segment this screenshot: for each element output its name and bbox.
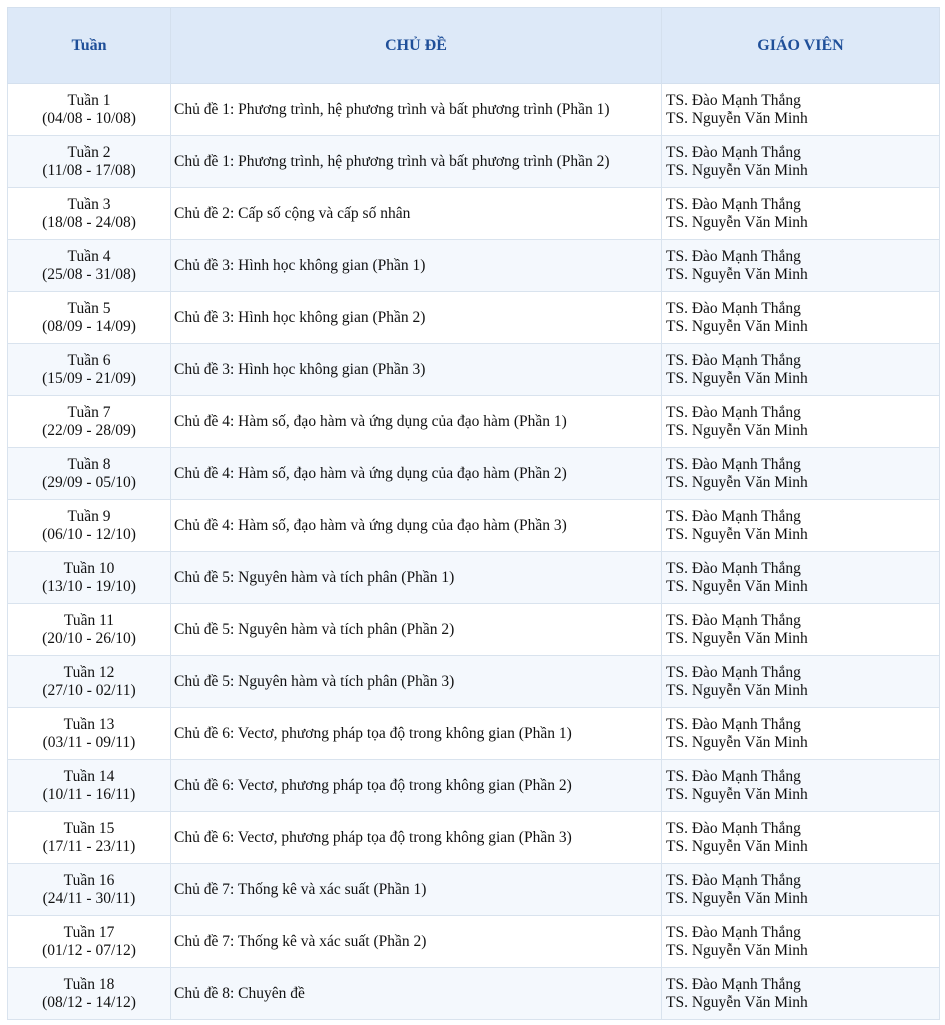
week-cell (8, 968, 171, 1020)
topic-cell (171, 760, 662, 812)
topic-text: Chủ đề 4: Hàm số, đạo hàm và ứng dụng của đạo hàm (Phần 2) (174, 464, 567, 482)
topic-cell (171, 604, 662, 656)
teacher-cell (662, 500, 940, 552)
week-dates: (08/09 - 14/09) (42, 317, 136, 335)
table-row (8, 84, 940, 136)
week-cell (8, 604, 171, 656)
table-row (8, 292, 940, 344)
teacher-name-1: TS. Đào Mạnh Thắng (666, 455, 801, 473)
teacher-name-2: TS. Nguyễn Văn Minh (666, 317, 808, 335)
teacher-cell (662, 656, 940, 708)
week-cell (8, 552, 171, 604)
week-dates: (13/10 - 19/10) (42, 577, 136, 595)
teacher-name-1: TS. Đào Mạnh Thắng (666, 195, 801, 213)
header-week: Tuần (8, 8, 171, 84)
week-cell (8, 708, 171, 760)
week-label: Tuần 8 (67, 455, 111, 473)
topic-cell (171, 448, 662, 500)
week-dates: (15/09 - 21/09) (42, 369, 136, 387)
topic-cell (171, 84, 662, 136)
week-label: Tuần 10 (63, 559, 115, 577)
teacher-name-2: TS. Nguyễn Văn Minh (666, 629, 808, 647)
week-dates: (29/09 - 05/10) (42, 473, 136, 491)
table-body (8, 84, 940, 1020)
week-dates: (11/08 - 17/08) (42, 161, 136, 179)
teacher-name-2: TS. Nguyễn Văn Minh (666, 681, 808, 699)
teacher-cell (662, 604, 940, 656)
week-cell (8, 448, 171, 500)
teacher-cell (662, 916, 940, 968)
table-row (8, 812, 940, 864)
teacher-cell (662, 292, 940, 344)
schedule-container (7, 7, 939, 1020)
topic-text: Chủ đề 5: Nguyên hàm và tích phân (Phần 2) (174, 620, 455, 638)
topic-text: Chủ đề 2: Cấp số cộng và cấp số nhân (174, 204, 411, 222)
teacher-name-2: TS. Nguyễn Văn Minh (666, 837, 808, 855)
teacher-name-1: TS. Đào Mạnh Thắng (666, 611, 801, 629)
week-dates: (17/11 - 23/11) (42, 837, 136, 855)
teacher-name-2: TS. Nguyễn Văn Minh (666, 889, 808, 907)
week-dates: (10/11 - 16/11) (42, 785, 136, 803)
teacher-cell (662, 552, 940, 604)
topic-text: Chủ đề 7: Thống kê và xác suất (Phần 1) (174, 880, 427, 898)
week-cell (8, 240, 171, 292)
teacher-cell (662, 240, 940, 292)
week-cell (8, 84, 171, 136)
week-label: Tuần 18 (63, 975, 115, 993)
topic-cell (171, 656, 662, 708)
topic-cell (171, 240, 662, 292)
header-teacher: GIÁO VIÊN (662, 8, 940, 84)
topic-cell (171, 916, 662, 968)
week-dates: (27/10 - 02/11) (42, 681, 136, 699)
week-cell (8, 188, 171, 240)
schedule-table (7, 7, 940, 1020)
table-row (8, 552, 940, 604)
week-label: Tuần 4 (67, 247, 111, 265)
week-dates: (01/12 - 07/12) (42, 941, 136, 959)
week-label: Tuần 9 (67, 507, 111, 525)
teacher-name-1: TS. Đào Mạnh Thắng (666, 403, 801, 421)
topic-text: Chủ đề 6: Vectơ, phương pháp tọa độ trong không gian (Phần 1) (174, 724, 572, 742)
table-row (8, 500, 940, 552)
table-row (8, 916, 940, 968)
table-row (8, 136, 940, 188)
week-cell (8, 136, 171, 188)
week-dates: (04/08 - 10/08) (42, 109, 136, 127)
teacher-name-1: TS. Đào Mạnh Thắng (666, 559, 801, 577)
teacher-cell (662, 344, 940, 396)
week-cell (8, 344, 171, 396)
teacher-cell (662, 708, 940, 760)
teacher-name-1: TS. Đào Mạnh Thắng (666, 351, 801, 369)
teacher-cell (662, 864, 940, 916)
table-row (8, 240, 940, 292)
week-cell (8, 656, 171, 708)
week-dates: (03/11 - 09/11) (42, 733, 136, 751)
table-header (8, 8, 940, 84)
topic-cell (171, 812, 662, 864)
topic-text: Chủ đề 3: Hình học không gian (Phần 2) (174, 308, 426, 326)
teacher-cell (662, 760, 940, 812)
topic-text: Chủ đề 5: Nguyên hàm và tích phân (Phần 1) (174, 568, 455, 586)
topic-text: Chủ đề 6: Vectơ, phương pháp tọa độ trong không gian (Phần 2) (174, 776, 572, 794)
week-cell (8, 916, 171, 968)
header-topic: CHỦ ĐỀ (171, 8, 662, 84)
week-cell (8, 760, 171, 812)
teacher-name-1: TS. Đào Mạnh Thắng (666, 299, 801, 317)
topic-cell (171, 136, 662, 188)
topic-cell (171, 344, 662, 396)
topic-text: Chủ đề 3: Hình học không gian (Phần 3) (174, 360, 426, 378)
week-dates: (20/10 - 26/10) (42, 629, 136, 647)
table-row (8, 760, 940, 812)
teacher-name-2: TS. Nguyễn Văn Minh (666, 421, 808, 439)
teacher-cell (662, 136, 940, 188)
week-label: Tuần 3 (67, 195, 111, 213)
week-dates: (06/10 - 12/10) (42, 525, 136, 543)
week-label: Tuần 14 (63, 767, 115, 785)
topic-cell (171, 552, 662, 604)
teacher-name-2: TS. Nguyễn Văn Minh (666, 941, 808, 959)
table-row (8, 968, 940, 1020)
teacher-name-1: TS. Đào Mạnh Thắng (666, 767, 801, 785)
week-cell (8, 396, 171, 448)
teacher-name-2: TS. Nguyễn Văn Minh (666, 785, 808, 803)
topic-text: Chủ đề 1: Phương trình, hệ phương trình và bất phương trình (Phần 1) (174, 100, 610, 118)
teacher-name-1: TS. Đào Mạnh Thắng (666, 975, 801, 993)
week-label: Tuần 2 (67, 143, 111, 161)
teacher-name-1: TS. Đào Mạnh Thắng (666, 819, 801, 837)
teacher-name-2: TS. Nguyễn Văn Minh (666, 577, 808, 595)
teacher-cell (662, 968, 940, 1020)
table-row (8, 188, 940, 240)
table-row (8, 604, 940, 656)
topic-cell (171, 292, 662, 344)
topic-text: Chủ đề 3: Hình học không gian (Phần 1) (174, 256, 426, 274)
week-label: Tuần 15 (63, 819, 115, 837)
teacher-name-2: TS. Nguyễn Văn Minh (666, 213, 808, 231)
table-row (8, 396, 940, 448)
topic-cell (171, 864, 662, 916)
topic-cell (171, 188, 662, 240)
teacher-name-2: TS. Nguyễn Văn Minh (666, 733, 808, 751)
topic-text: Chủ đề 4: Hàm số, đạo hàm và ứng dụng của đạo hàm (Phần 3) (174, 516, 567, 534)
topic-cell (171, 968, 662, 1020)
topic-cell (171, 708, 662, 760)
table-row (8, 448, 940, 500)
week-label: Tuần 7 (67, 403, 111, 421)
teacher-cell (662, 812, 940, 864)
week-cell (8, 812, 171, 864)
topic-text: Chủ đề 4: Hàm số, đạo hàm và ứng dụng của đạo hàm (Phần 1) (174, 412, 567, 430)
teacher-cell (662, 84, 940, 136)
topic-text: Chủ đề 6: Vectơ, phương pháp tọa độ trong không gian (Phần 3) (174, 828, 572, 846)
week-cell (8, 864, 171, 916)
teacher-name-1: TS. Đào Mạnh Thắng (666, 143, 801, 161)
teacher-name-2: TS. Nguyễn Văn Minh (666, 369, 808, 387)
week-label: Tuần 17 (63, 923, 115, 941)
week-label: Tuần 13 (63, 715, 115, 733)
week-dates: (22/09 - 28/09) (42, 421, 136, 439)
teacher-name-1: TS. Đào Mạnh Thắng (666, 663, 801, 681)
week-dates: (18/08 - 24/08) (42, 213, 136, 231)
teacher-name-2: TS. Nguyễn Văn Minh (666, 993, 808, 1011)
week-label: Tuần 11 (63, 611, 115, 629)
table-row (8, 344, 940, 396)
teacher-name-2: TS. Nguyễn Văn Minh (666, 525, 808, 543)
week-cell (8, 292, 171, 344)
week-dates: (25/08 - 31/08) (42, 265, 136, 283)
topic-cell (171, 500, 662, 552)
week-label: Tuần 1 (67, 91, 111, 109)
week-label: Tuần 16 (63, 871, 115, 889)
table-row (8, 708, 940, 760)
teacher-name-2: TS. Nguyễn Văn Minh (666, 473, 808, 491)
teacher-name-1: TS. Đào Mạnh Thắng (666, 871, 801, 889)
table-row (8, 864, 940, 916)
teacher-cell (662, 396, 940, 448)
week-dates: (24/11 - 30/11) (42, 889, 136, 907)
topic-text: Chủ đề 7: Thống kê và xác suất (Phần 2) (174, 932, 427, 950)
teacher-name-2: TS. Nguyễn Văn Minh (666, 109, 808, 127)
teacher-cell (662, 188, 940, 240)
teacher-cell (662, 448, 940, 500)
teacher-name-2: TS. Nguyễn Văn Minh (666, 265, 808, 283)
topic-text: Chủ đề 5: Nguyên hàm và tích phân (Phần 3) (174, 672, 455, 690)
week-label: Tuần 6 (67, 351, 111, 369)
topic-text: Chủ đề 1: Phương trình, hệ phương trình và bất phương trình (Phần 2) (174, 152, 610, 170)
week-label: Tuần 12 (63, 663, 115, 681)
topic-cell (171, 396, 662, 448)
teacher-name-1: TS. Đào Mạnh Thắng (666, 91, 801, 109)
week-dates: (08/12 - 14/12) (42, 993, 136, 1011)
header-row (8, 8, 940, 84)
teacher-name-1: TS. Đào Mạnh Thắng (666, 923, 801, 941)
teacher-name-1: TS. Đào Mạnh Thắng (666, 715, 801, 733)
teacher-name-1: TS. Đào Mạnh Thắng (666, 247, 801, 265)
week-label: Tuần 5 (67, 299, 111, 317)
topic-text: Chủ đề 8: Chuyên đề (174, 984, 305, 1002)
table-row (8, 656, 940, 708)
teacher-name-2: TS. Nguyễn Văn Minh (666, 161, 808, 179)
week-cell (8, 500, 171, 552)
teacher-name-1: TS. Đào Mạnh Thắng (666, 507, 801, 525)
